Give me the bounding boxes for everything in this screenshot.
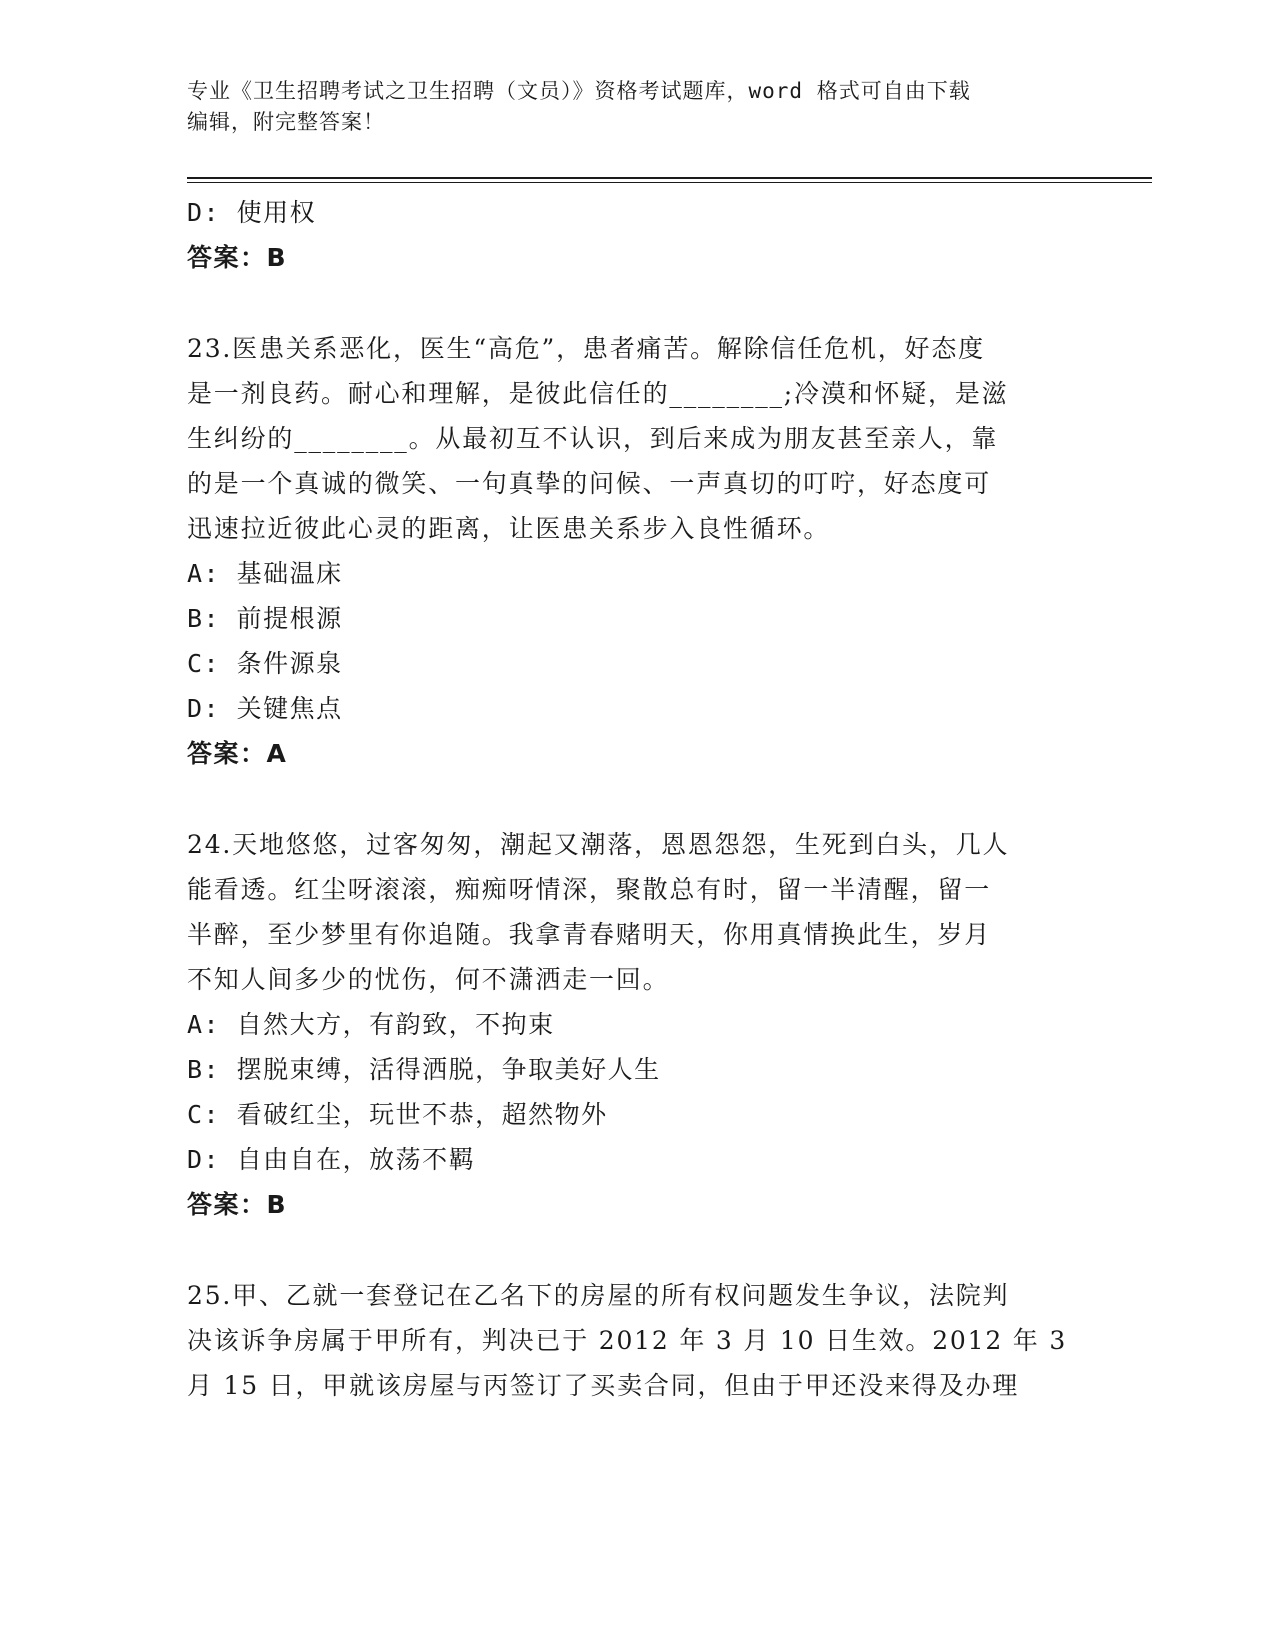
header-rule-thin <box>187 182 1152 183</box>
question-23-option-c: C: 条件源泉 <box>187 649 343 678</box>
header-line-2: 编辑，附完整答案！ <box>187 110 385 134</box>
question-24-line: 半醉，至少梦里有你追随。我拿青春赌明天，你用真情换此生，岁月 <box>187 920 992 949</box>
prev-option-d: D: 使用权 <box>187 198 317 227</box>
document-body <box>187 190 1087 1408</box>
question-23-line: 23.医患关系恶化，医生“高危”，患者痛苦。解除信任危机，好态度 <box>187 334 985 363</box>
question-24-line: 24.天地悠悠，过客匆匆，潮起又潮落，恩恩怨怨，生死到白头，几人 <box>187 830 1010 859</box>
question-24-answer: 答案：B <box>187 1190 288 1219</box>
question-24-text <box>187 822 1087 1002</box>
question-25-line: 月 15 日，甲就该房屋与丙签订了买卖合同，但由于甲还没来得及办理 <box>187 1371 1020 1400</box>
prev-answer: 答案：B <box>187 243 288 272</box>
question-24-line: 能看透。红尘呀滚滚，痴痴呀情深，聚散总有时，留一半清醒，留一 <box>187 875 992 904</box>
question-25-line: 25.甲、乙就一套登记在乙名下的房屋的所有权问题发生争议，法院判 <box>187 1281 1010 1310</box>
question-24-option-c: C: 看破红尘，玩世不恭，超然物外 <box>187 1100 608 1129</box>
question-24-option-b: B: 摆脱束缚，活得洒脱，争取美好人生 <box>187 1055 661 1084</box>
question-24-option-a: A: 自然大方，有韵致，不拘束 <box>187 1010 555 1039</box>
question-23-option-a: A: 基础温床 <box>187 559 343 588</box>
question-23-line: 是一剂良药。耐心和理解，是彼此信任的________;冷漠和怀疑，是滋 <box>187 379 1009 408</box>
header-line-1: 专业《卫生招聘考试之卫生招聘（文员）》资格考试题库，word 格式可自由下载 <box>187 79 971 103</box>
page-header <box>187 76 1067 138</box>
question-23-line: 迅速拉近彼此心灵的距离，让医患关系步入良性循环。 <box>187 514 831 543</box>
header-rule-thick <box>187 177 1152 179</box>
question-24-option-d: D: 自由自在，放荡不羁 <box>187 1145 476 1174</box>
question-23-line: 的是一个真诚的微笑、一句真挚的问候、一声真切的叮咛，好态度可 <box>187 469 992 498</box>
question-25-line: 决该诉争房属于甲所有，判决已于 2012 年 3 月 10 日生效。2012 年 3 <box>187 1326 1068 1355</box>
question-25-text <box>187 1273 1087 1408</box>
question-23-text <box>187 326 1087 551</box>
question-23-option-d: D: 关键焦点 <box>187 694 343 723</box>
question-23-line: 生纠纷的________。从最初互不认识，到后来成为朋友甚至亲人，靠 <box>187 424 999 453</box>
question-24-line: 不知人间多少的忧伤，何不潇洒走一回。 <box>187 965 670 994</box>
question-23-option-b: B: 前提根源 <box>187 604 343 633</box>
question-23-answer: 答案：A <box>187 739 288 768</box>
